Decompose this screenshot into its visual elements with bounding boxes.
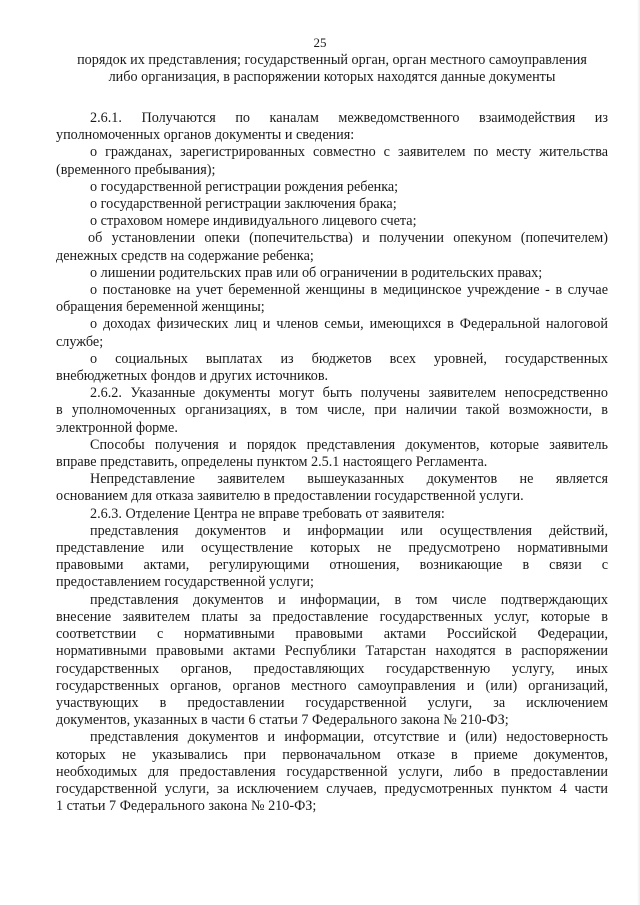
text-line: документов, указанных в части 6 статьи 7 Федерального закона № 210-ФЗ; — [56, 712, 509, 729]
text-line: в уполномоченных организациях, в том числе, при наличии такой возможности, в — [56, 402, 608, 419]
text-line: обращения беременной женщины; — [56, 299, 265, 316]
text-line: предоставлением государственной услуги; — [56, 574, 314, 591]
text-line: государственной услуги, за исключением случаев, предусмотренных пунктом 4 части — [56, 780, 608, 797]
paragraph — [56, 471, 608, 505]
text-line: участвующих в предоставлении государственной услуги, за исключением — [56, 694, 608, 711]
text-line: государственных органов, предоставляющих государственную услугу, иных — [56, 660, 608, 677]
paragraph — [56, 144, 608, 178]
page-number: 25 — [313, 35, 327, 50]
text-line: либо организация, в распоряжении которых находятся данные документы — [108, 69, 556, 86]
text-line: внесение заявителем платы за предоставление государственных услуг, которые в — [56, 608, 608, 625]
text-line: службе; — [56, 333, 104, 350]
text-line: о постановке на учет беременной женщины в медицинское учреждение - в случае — [90, 282, 608, 299]
text-line: представления документов и информации или осуществления действий, — [90, 522, 608, 539]
text-line: основанием для отказа заявителю в предоставлении государственной услуги. — [56, 488, 524, 505]
text-line: 2.6.3. Отделение Центра не вправе требовать от заявителя: — [90, 505, 445, 522]
text-line: вправе представить, определены пунктом 2.5.1 настоящего Регламента. — [56, 454, 488, 471]
paragraph — [56, 385, 608, 437]
text-line: представления документов и информации, отсутствие и (или) недостоверность — [90, 729, 608, 746]
text-line: нормативными правовыми актами Республики Татарстан находятся в распоряжении — [56, 643, 608, 660]
text-line: правовыми актами, регулирующими отношения, возникающие в связи с — [56, 557, 608, 574]
paragraph — [56, 230, 608, 264]
paragraph — [56, 110, 608, 144]
text-line: соответствии с нормативными правовыми актами Российской Федерации, — [56, 626, 608, 643]
text-line: которых не указывались при первоначальном отказе в приеме документов, — [56, 746, 608, 763]
text-line: Непредставление заявителем вышеуказанных документов не является — [90, 471, 608, 488]
text-line: уполномоченных органов документы и сведения: — [56, 127, 355, 144]
text-line: (временного пребывания); — [56, 161, 216, 178]
paragraph — [56, 437, 608, 471]
paragraph — [56, 729, 608, 815]
text-line: о лишении родительских прав или об ограничении в родительских правах; — [90, 264, 543, 281]
paragraph — [56, 196, 608, 213]
text-line: 1 статьи 7 Федерального закона № 210-ФЗ; — [56, 798, 317, 815]
document-body — [56, 110, 608, 815]
paragraph — [56, 592, 608, 730]
paragraph — [56, 179, 608, 196]
paragraph — [56, 265, 608, 282]
text-line: о гражданах, зарегистрированных совместно с заявителем по месту жительства — [90, 144, 608, 161]
text-line: 2.6.1. Получаются по каналам межведомственного взаимодействия из — [90, 110, 608, 126]
paragraph — [56, 316, 608, 350]
text-line: о доходах физических лиц и членов семьи, имеющихся в Федеральной налоговой — [90, 316, 608, 333]
text-line: о государственной регистрации рождения ребенка; — [90, 178, 399, 195]
paragraph — [56, 213, 608, 230]
paragraph — [56, 282, 608, 316]
text-line: необходимых для предоставления государственной услуги, либо в предоставлении — [56, 763, 608, 780]
paragraph — [56, 523, 608, 592]
text-line: внебюджетных фондов и других источников. — [56, 368, 329, 385]
text-line: электронной форме. — [56, 419, 178, 436]
text-line: представление или осуществление которых не предусмотрено нормативными — [56, 540, 608, 557]
text-line: государственных органов, органов местного самоуправления и (или) организаций, — [56, 677, 608, 694]
text-line: о государственной регистрации заключения брака; — [90, 196, 397, 213]
paragraph — [56, 506, 608, 523]
text-line: порядок их представления; государственный орган, орган местного самоуправления — [77, 52, 587, 68]
text-line: 2.6.2. Указанные документы могут быть получены заявителем непосредственно — [90, 385, 608, 402]
continued-text-block — [56, 52, 608, 86]
text-line: Способы получения и порядок представления документов, которые заявитель — [90, 436, 608, 453]
text-line: о социальных выплатах из бюджетов всех уровней, государственных — [90, 350, 608, 367]
text-line: об установлении опеки (попечительства) и получении опекуном (попечителем) — [88, 230, 608, 247]
text-line: представления документов и информации, в том числе подтверждающих — [90, 591, 608, 608]
paragraph — [56, 351, 608, 385]
text-line: о страховом номере индивидуального лицевого счета; — [90, 213, 417, 230]
text-line: денежных средств на содержание ребенка; — [56, 247, 314, 264]
